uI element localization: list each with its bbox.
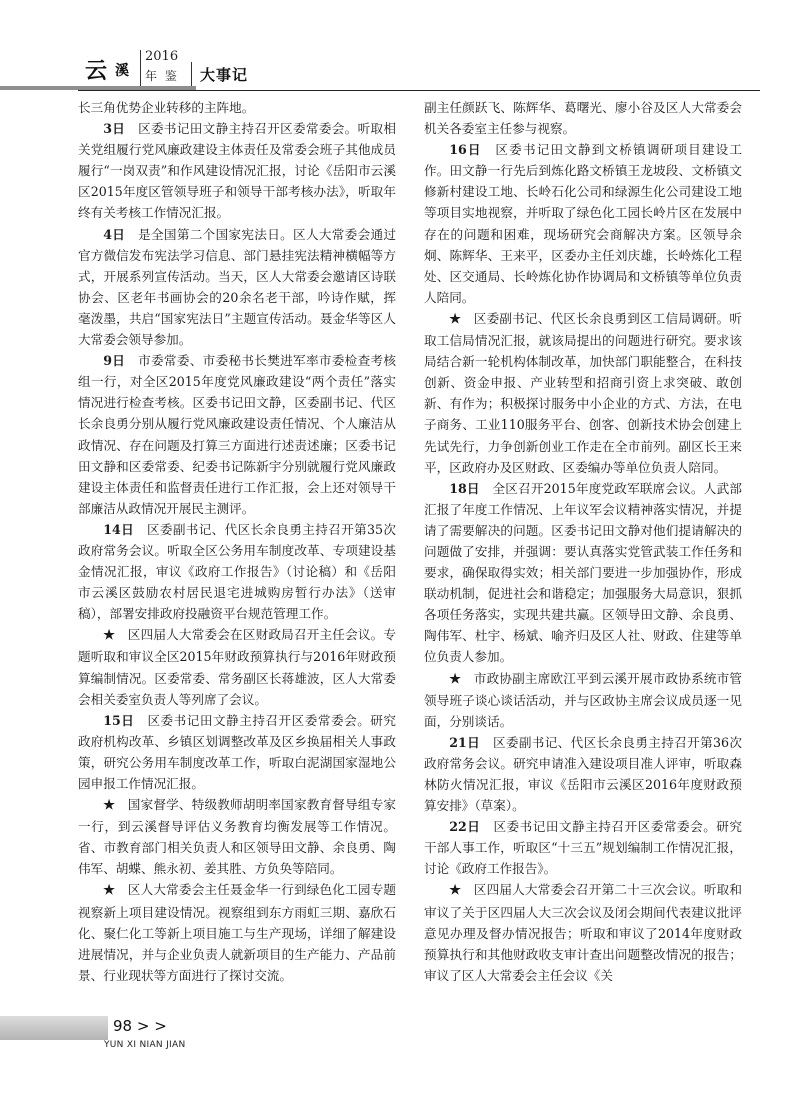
entry-date: 21日 bbox=[449, 734, 481, 750]
entry-text: 区四届人大常委会在区财政局召开主任会议。专题听取和审议全区2015年财政预算执行与2016年财政预算编制情况。区委常委、常务副区长蒋雄波，区人大常委会相关委室负责人等列席了会议。 bbox=[78, 627, 396, 707]
left-column bbox=[78, 97, 396, 1057]
entry-star-marker: ★ bbox=[103, 883, 116, 899]
entry-paragraph bbox=[78, 710, 396, 794]
footer-subtitle: YUN XI NIAN JIAN bbox=[104, 1040, 186, 1050]
entry-paragraph bbox=[424, 139, 742, 308]
entry-paragraph bbox=[78, 97, 396, 118]
entry-text: 全区召开2015年度党政军联席会议。人武部汇报了年度工作情况、上年议军会议精神落实情况，并提请了需要解决的问题。区委书记田文静对他们提请解决的问题做了安排，并强调：要认真落实党管武装工作任务和要求，确保取得实效；相关部门要进一步加强协作，形成联动机制，促进社会和谐稳定；加强服务大局意识，狠抓各项任务落实，实现共建共赢。区领导田文静、余良勇、陶伟军、杜宇、杨斌、喻齐归及区人社、财政、住建等单位负责人参加。 bbox=[424, 480, 742, 665]
header-subtitle: 年 鉴 bbox=[145, 69, 179, 83]
entry-paragraph bbox=[424, 816, 742, 879]
entry-date: 15日 bbox=[103, 712, 135, 728]
entry-paragraph bbox=[78, 519, 396, 624]
section-title: 大事记 bbox=[200, 66, 249, 84]
entry-star-marker: ★ bbox=[449, 883, 462, 899]
entry-paragraph bbox=[78, 224, 396, 351]
entry-text: 区四届人大常委会召开第二十三次会议。听取和审议了关于区四届人大三次会议及闭会期间代表建议批评意见办理及督办情况报告；听取和审议了2014年度财政预算执行和其他财政收支审计查出问题整改情况的报告；审议了区人大常委会主任会议《关 bbox=[424, 882, 742, 983]
entry-text: 区委副书记、代区长余良勇主持召开第35次政府常务会议。听取全区公务用车制度改革、专项建设基金情况汇报，审议《政府工作报告》（讨论稿）和《岳阳市云溪区鼓励农村居民退宅进城购房暂行办法》（送审稿），部署安排政府投融资平台规范管理工作。 bbox=[78, 521, 396, 622]
entry-star-marker: ★ bbox=[103, 798, 116, 814]
entry-date: 9日 bbox=[103, 353, 126, 369]
entry-text: 区人大常委会主任聂金华一行到绿色化工园专题视察新上项目建设情况。视察组到东方雨虹三期、嘉欣石化、聚仁化工等新上项目施工与生产现场，详细了解建设进展情况，并与企业负责人就新项目的生产能力、产品前景、行业现状等方面进行了探讨交流。 bbox=[78, 882, 396, 983]
logo-char-yun: 云 bbox=[85, 59, 108, 84]
entry-text: 区委副书记、代区长余良勇到区工信局调研。听取工信局情况汇报，就该局提出的问题进行研究。要求该局结合新一轮机构体制改革，加快部门职能整合，在科技创新、资金申报、产业转型和招商引资上求突破、敢创新、有作为；积极探讨服务中小企业的方式、方法，在电子商务、工业110服务平台、创客、创新技术协会创建上先试先行，力争创新创业工作走在全市前列。副区长王来平，区政府办及区财政、区委编办等单位负责人陪同。 bbox=[424, 310, 742, 475]
entry-date: 16日 bbox=[449, 142, 482, 158]
entry-paragraph bbox=[78, 350, 396, 519]
entry-star-marker: ★ bbox=[449, 311, 462, 327]
entry-paragraph bbox=[424, 879, 742, 985]
entry-date: 3日 bbox=[103, 121, 126, 137]
header-year: 2016 bbox=[145, 49, 179, 64]
entry-paragraph bbox=[78, 624, 396, 709]
entry-text: 区委副书记、代区长余良勇主持召开第36次政府常务会议。研究申请准入建设项目准人评审，听取森林防火情况汇报，审议《岳阳市云溪区2016年度财政预算安排》（草案）。 bbox=[424, 734, 742, 814]
entry-paragraph bbox=[424, 732, 742, 816]
entry-text: 市政协副主席欧江平到云溪开展市政协系统市管领导班子谈心谈话活动，并与区政协主席会议成员逐一见面，分别谈话。 bbox=[424, 670, 742, 729]
entry-paragraph bbox=[78, 794, 396, 879]
entry-text: 区委书记田文静主持召开区委常委会。听取相关党组履行党风廉政建设主体责任及常委会班子其他成员履行“一岗双责”和作风建设情况汇报，讨论《岳阳市云溪区2015年度区管领导班子和领导干部考核办法》，听取年终有关考核工作情况汇报。 bbox=[78, 121, 396, 221]
entry-paragraph bbox=[424, 308, 742, 478]
entry-date: 18日 bbox=[449, 480, 480, 496]
entry-paragraph bbox=[78, 879, 396, 985]
page-number-value: 98 bbox=[113, 1017, 133, 1035]
entry-date: 14日 bbox=[103, 521, 135, 537]
entry-paragraph bbox=[424, 668, 742, 732]
logo-char-xi: 溪 bbox=[115, 63, 129, 79]
entry-date: 22日 bbox=[449, 819, 481, 835]
header-rule bbox=[78, 90, 760, 91]
entry-text: 国家督学、特级教师胡明率国家教育督导组专家一行，到云溪督导评估义务教育均衡发展等工作情况。省、市教育部门相关负责人和区领导田文静、余良勇、陶伟军、胡蝶、熊永初、姜其胜、方负奂等陪同。 bbox=[78, 797, 396, 877]
entry-paragraph bbox=[424, 478, 742, 668]
entry-date: 4日 bbox=[103, 226, 126, 242]
entry-star-marker: ★ bbox=[449, 671, 462, 687]
entry-paragraph bbox=[78, 118, 396, 223]
right-column bbox=[424, 97, 742, 1057]
footer-tab bbox=[0, 1016, 108, 1040]
header-divider bbox=[140, 50, 141, 88]
entry-text: 市委常委、市委秘书长樊进军率市委检查考核组一行，对全区2015年度党风廉政建设“两个责任”落实情况进行检查考核。区委书记田文静，区委副书记、代区长余良勇分别从履行党风廉政建设责任情况、个人廉洁从政情况、存在问题及打算三方面进行述责述廉；区委书记田文静和区委常委、纪委书记陈新宇分别就履行党风廉政建设主体责任和监督责任进行工作汇报，会上还对领导干部廉洁从政情况开展民主测评。 bbox=[78, 353, 396, 516]
yearbook-logo bbox=[85, 52, 139, 82]
entry-paragraph bbox=[424, 97, 742, 139]
header-divider-2 bbox=[191, 62, 192, 88]
entry-text: 长三角优势企业转移的主阵地。 bbox=[78, 100, 255, 115]
entry-text: 区委书记田文静主持召开区委常委会。研究干部人事工作，听取区“十三五”规划编制工作情况汇报，讨论《政府工作报告》。 bbox=[424, 819, 742, 877]
entry-text: 区委书记田文静到文桥镇调研项目建设工作。田文静一行先后到炼化路文桥镇王龙坡段、文桥镇文修新村建设工地、长岭石化公司和绿源生化公司建设工地等项目实地视察，并听取了绿色化工园长岭片区在发展中存在的问题和困难，现场研究会商解决方案。区领导余炯、陈辉华、王来平，区委办主任刘庆雄，长岭炼化工程处、区交通局、长岭炼化协作协调局和文桥镇等单位负责人陪同。 bbox=[424, 142, 742, 305]
entry-text: 副主任颜跃飞、陈辉华、葛曙光、廖小谷及区人大常委会机关各委室主任参与视察。 bbox=[424, 100, 742, 137]
entry-text: 是全国第二个国家宪法日。区人大常委会通过官方微信发布宪法学习信息、部门悬挂宪法精神横幅等方式，开展系列宣传活动。当天，区人大常委会邀请区诗联协会、区老年书画协会的20余名老干部，吟诗作赋，挥毫泼墨，共启“国家宪法日”主题宣传活动。聂金华等区人大常委会领导参加。 bbox=[78, 226, 396, 348]
entry-star-marker: ★ bbox=[103, 628, 116, 644]
page-number bbox=[113, 1017, 167, 1035]
page-arrows: > > bbox=[136, 1017, 167, 1035]
entry-text: 区委书记田文静主持召开区委常委会。研究政府机构改革、乡镇区划调整改革及区乡换届相关人事政策，研究公务用车制度改革工作，听取白泥湖国家湿地公园申报工作情况汇报。 bbox=[78, 712, 396, 791]
